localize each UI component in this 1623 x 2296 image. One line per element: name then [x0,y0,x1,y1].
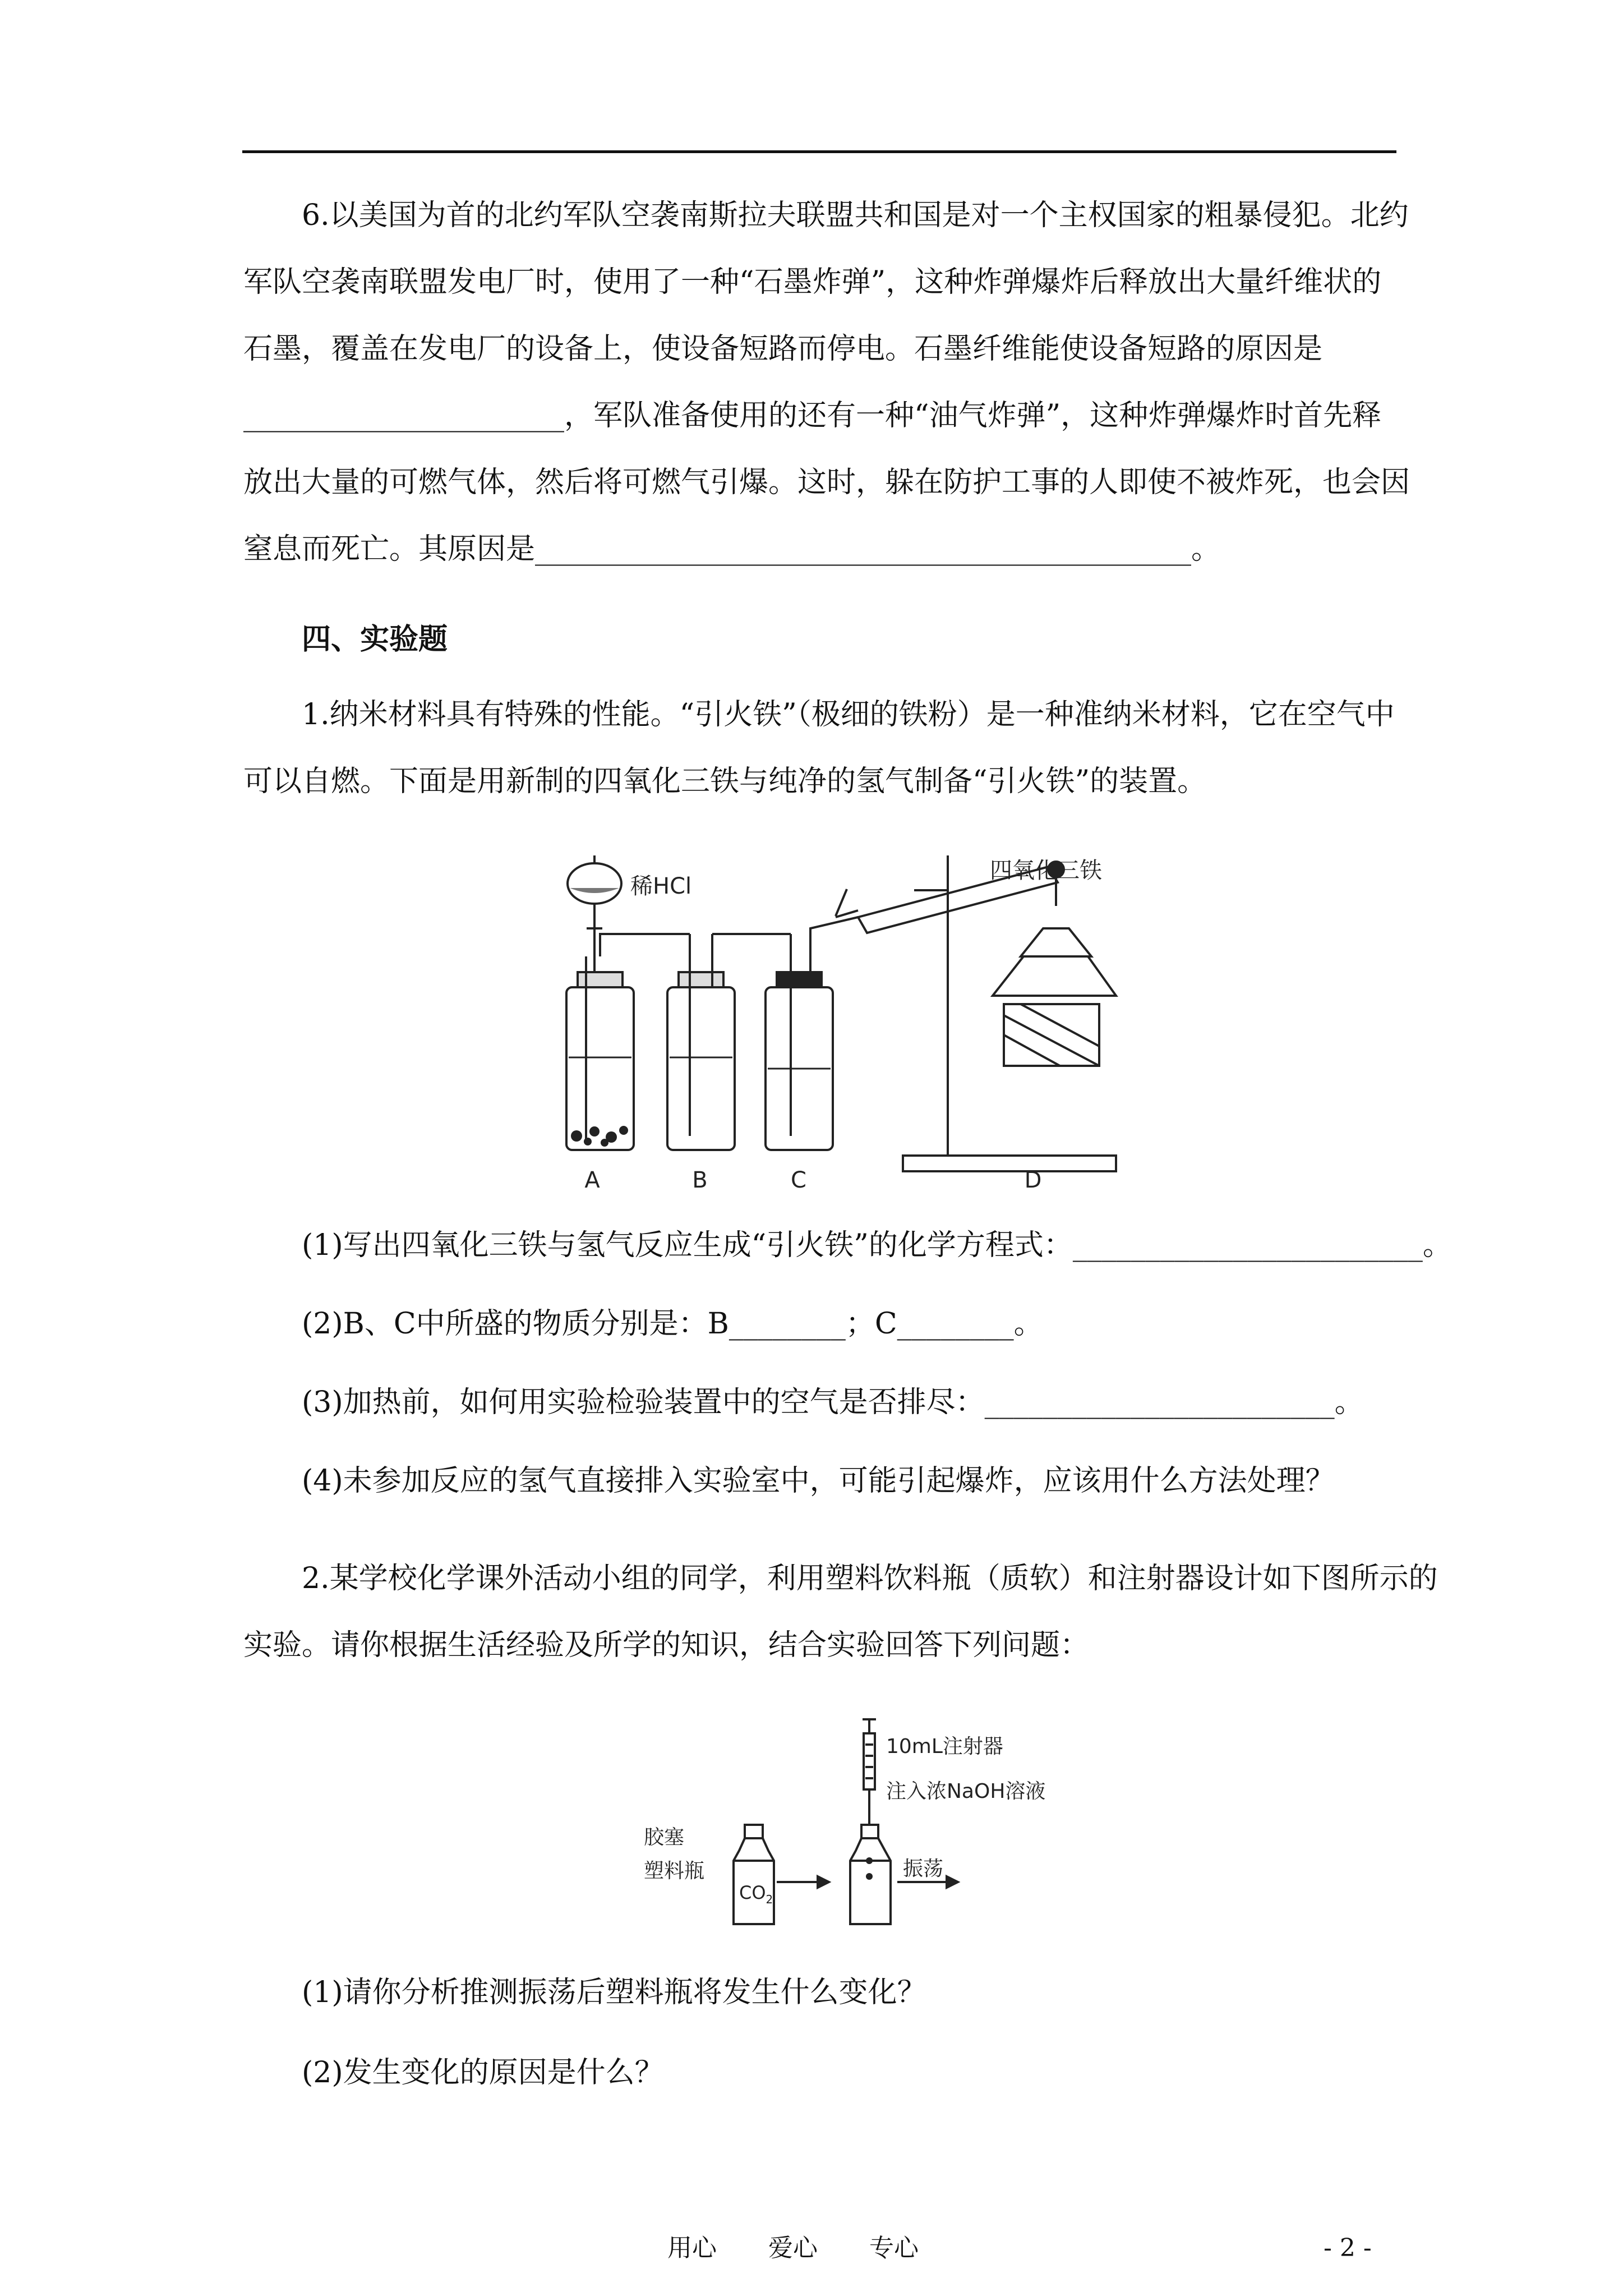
exp2-question-1: (1)请你分析推测振荡后塑料瓶将发生什么变化？ [302,1976,926,2009]
q6-line: 放出大量的可燃气体，然后将可燃气引爆。这时，躲在防护工事的人即使不被炸死，也会因 [243,466,1410,499]
bottle-b [667,987,735,1150]
syringe [864,1733,875,1789]
plastic-bottle [734,1838,774,1924]
experiment-1-intro [243,682,1396,815]
dropping-funnel [568,863,621,904]
exp1-question-1: (1)写出四氧化三铁与氢气反应生成“引火铁”的化学方程式：________________________。 [302,1228,1452,1262]
label-iron-oxide: 四氧化三铁 [990,858,1102,884]
label-bottle: 塑料瓶 [644,1860,705,1883]
q6-line: ______________________，军队准备使用的还有一种“油气炸弹”，这种炸弹爆炸时首先释 [243,399,1382,432]
exp1-question-3: (3)加热前，如何用实验检验装置中的空气是否排尽：________________________。 [302,1386,1364,1419]
footer-motto-2: 爱心 [768,2234,818,2262]
label-shake: 振荡 [903,1857,944,1880]
header-rule [242,150,1396,153]
q6-line: 军队空袭南联盟发电厂时，使用了一种“石墨炸弹”，这种炸弹爆炸后释放出大量纤维状的 [243,265,1382,299]
q6-line: 窒息而死亡。其原因是_____________________________________________。 [243,532,1221,566]
lamp-support [1004,1004,1099,1066]
label-dilute-hcl: 稀HCl [630,873,692,899]
label-inject-naoh: 注入浓NaOH溶液 [886,1780,1046,1803]
bottle-figure [639,1714,1088,1932]
section-heading: 四、实验题 [302,622,448,656]
exp1-question-4: (4)未参加反应的氢气直接排入实验室中，可能引起爆炸，应该用什么方法处理？ [302,1464,1335,1498]
stopper-b [679,972,723,987]
lamp-body [993,956,1116,996]
label-co2: $CO_2$ [739,1882,773,1906]
exp2-line: 2.某学校化学课外活动小组的同学，利用塑料饮料瓶（质软）和注射器设计如下图所示的 [302,1562,1438,1595]
exp1-line: 1.纳米材料具有特殊的性能。“引火铁”（极细的铁粉）是一种准纳米材料，它在空气中 [302,698,1395,731]
footer-motto-1: 用心 [667,2234,717,2262]
q6-line: 6.以美国为首的北约军队空袭南斯拉夫联盟共和国是对一个主权国家的粗暴侵犯。北约 [302,199,1409,232]
q6-line: 石墨，覆盖在发电厂的设备上，使设备短路而停电。石墨纤维能使设备短路的原因是 [243,332,1323,366]
label-a: A [584,1167,600,1192]
label-b: B [692,1167,708,1192]
exp1-line: 可以自燃。下面是用新制的四氧化三铁与纯净的氢气制备“引火铁”的装置。 [243,765,1207,798]
label-d: D [1024,1167,1042,1192]
lamp-top [1021,928,1091,956]
plastic-bottle-with-syringe [850,1838,891,1924]
label-syringe: 10mL注射器 [886,1735,1003,1758]
stand-base [903,1156,1116,1171]
exp2-line: 实验。请你根据生活经验及所学的知识，结合实验回答下列问题： [243,1628,1090,1662]
label-stopper: 胶塞 [644,1826,685,1849]
apparatus-figure [555,844,1138,1192]
bottle-a [566,987,634,1150]
stopper-c [777,972,822,987]
exp1-question-2: (2)B、C中所盛的物质分别是：B________；C________。 [302,1307,1043,1341]
label-c: C [791,1167,806,1192]
question-6 [243,182,1410,583]
stopper-a [578,972,623,987]
exp2-question-2: (2)发生变化的原因是什么？ [302,2056,664,2090]
footer-motto-3: 专心 [869,2234,919,2262]
page-number: - 2 - [1324,2234,1372,2262]
rubber-stopper [745,1825,763,1838]
experiment-2-intro [243,1545,1438,1679]
